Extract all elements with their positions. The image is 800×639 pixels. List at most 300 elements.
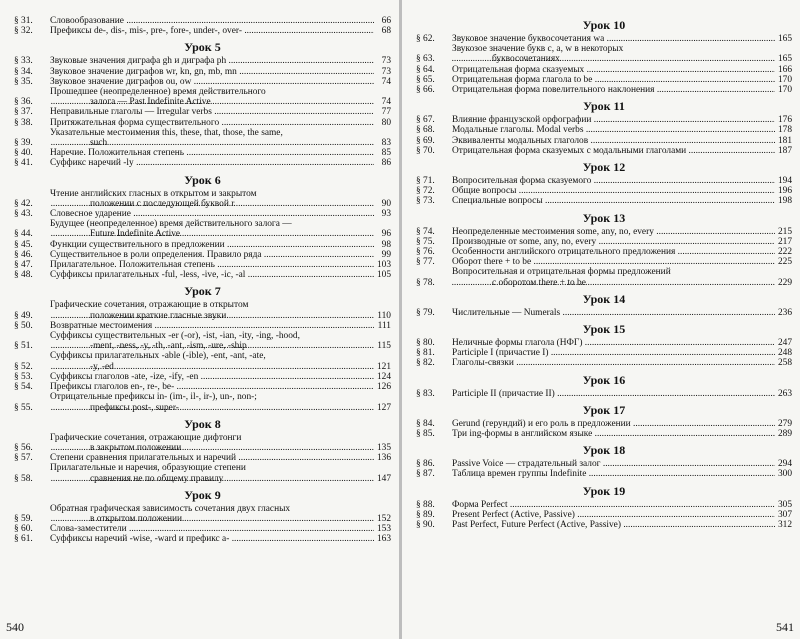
section-number: § 73.	[416, 196, 435, 207]
section-title-line: Слова-заместители	[50, 524, 127, 535]
section-number: § 45.	[14, 239, 33, 250]
lesson-heading: Урок 5	[184, 40, 221, 55]
section-title-line: сравнения не по общему правилу	[90, 473, 224, 484]
toc-entry[interactable]	[416, 247, 792, 257]
left-page	[0, 0, 399, 639]
toc-entry[interactable]	[416, 65, 792, 75]
section-title	[50, 382, 374, 392]
section-page: 294	[777, 459, 792, 470]
toc-entry[interactable]	[416, 176, 792, 186]
section-page: 165	[777, 34, 792, 44]
toc-entry[interactable]	[416, 389, 792, 399]
section-page: 74	[381, 76, 391, 87]
section-title-line: Неправильные глаголы — Irregular verbs	[50, 107, 212, 118]
toc-entry[interactable]	[14, 260, 391, 270]
section-page: 127	[376, 402, 391, 413]
section-number: § 72.	[416, 186, 435, 197]
section-title-line: Gerund (герундий) и его роль в предложении	[452, 418, 631, 429]
section-title-line: Три ing-формы в английском языке	[452, 429, 593, 440]
section-title-line: Специальные вопросы	[452, 196, 543, 207]
section-page: 307	[777, 509, 792, 520]
section-number: § 76.	[416, 247, 435, 258]
toc-entry[interactable]	[14, 392, 391, 412]
section-title	[452, 500, 775, 510]
toc-entry[interactable]	[416, 469, 792, 479]
section-title-line: Притяжательная форма существительного	[50, 117, 220, 128]
section-title	[452, 419, 775, 429]
toc-entry[interactable]	[416, 510, 792, 520]
toc-entry[interactable]	[416, 75, 792, 85]
section-number: § 71.	[416, 176, 435, 187]
section-title	[452, 459, 775, 469]
toc-entry[interactable]	[416, 267, 792, 287]
section-title	[50, 453, 374, 463]
section-title-line: Past Perfect, Future Perfect (Active, Passive)	[452, 520, 621, 531]
section-number: § 78.	[416, 277, 435, 288]
section-title	[452, 348, 775, 358]
section-title	[452, 115, 775, 125]
toc-entry[interactable]	[14, 209, 391, 219]
section-title-line: Словесное ударение	[50, 209, 131, 220]
toc-right	[416, 19, 792, 530]
section-page: 263	[777, 388, 792, 399]
section-title-line: Present Perfect (Active, Passive)	[452, 509, 575, 520]
section-number: § 69.	[416, 135, 435, 146]
toc-entry[interactable]	[416, 429, 792, 439]
lesson-heading: Урок 14	[582, 291, 626, 306]
section-page: 86	[381, 158, 391, 169]
section-title-line: Отрицательная форма повелительного наклонения	[452, 85, 655, 96]
lesson-heading: Урок 6	[184, 172, 221, 187]
section-title	[50, 250, 374, 260]
section-title-line: Отрицательные префиксы in- (im-, il-, ir-), un-, non-;	[50, 392, 257, 403]
section-title	[452, 257, 775, 267]
toc-entry[interactable]	[14, 534, 391, 544]
section-title-line: Прилагательные и наречия, образующие степени	[50, 463, 246, 474]
section-title-line: в закрытом положении	[90, 442, 182, 453]
section-number: § 65.	[416, 74, 435, 85]
section-title	[452, 237, 775, 247]
section-page: 68	[381, 26, 391, 37]
toc-entry[interactable]	[416, 348, 792, 358]
toc-entry[interactable]	[14, 67, 391, 77]
section-page: 312	[777, 520, 792, 531]
section-number: § 66.	[416, 85, 435, 96]
section-page: 258	[777, 358, 792, 369]
section-page: 248	[777, 348, 792, 359]
section-number: § 56.	[14, 442, 33, 453]
section-title	[50, 433, 374, 453]
section-title	[50, 56, 374, 66]
toc-entry[interactable]	[14, 118, 391, 128]
lesson-heading: Урок 16	[582, 372, 626, 387]
section-title-line: Графические сочетания, отражающие в открытом	[50, 300, 249, 311]
section-title	[50, 300, 374, 320]
section-number: § 53.	[14, 371, 33, 382]
section-title-line: Особенности английского отрицательного предложения	[452, 247, 676, 258]
section-number: § 59.	[14, 513, 33, 524]
section-title-line: Функции существительного в предложении	[50, 239, 225, 250]
toc-entry[interactable]	[416, 186, 792, 196]
section-title	[50, 209, 374, 219]
section-title-line: -y, -ed	[90, 361, 114, 372]
section-page: 289	[777, 429, 792, 440]
section-number: § 61.	[14, 534, 33, 545]
section-number: § 57.	[14, 453, 33, 464]
section-title-line: Будущее (неопределенное) время действительного залога —	[50, 219, 292, 230]
toc-entry[interactable]	[416, 237, 792, 247]
section-title-line: положении с последующей буквой r	[90, 198, 235, 209]
section-title-line: Таблица времен группы Indefinite	[452, 469, 587, 480]
toc-entry[interactable]	[14, 504, 391, 524]
section-page: 66	[381, 16, 391, 26]
toc-entry[interactable]	[14, 524, 391, 534]
section-title	[50, 77, 374, 87]
section-page: 135	[376, 442, 391, 453]
toc-entry[interactable]	[416, 227, 792, 237]
toc-entry[interactable]	[14, 382, 391, 392]
section-title	[452, 146, 775, 156]
lesson-heading: Урок 10	[582, 18, 626, 32]
section-number: § 41.	[14, 158, 33, 169]
section-number: § 80.	[416, 338, 435, 349]
section-title	[50, 463, 374, 483]
section-title-line: Суффиксы существительных -er (-or), -ist, -ian, -ity, -ing, -hood,	[50, 331, 300, 342]
section-title	[50, 67, 374, 77]
section-number: § 32.	[14, 26, 33, 37]
toc-entry[interactable]	[14, 56, 391, 66]
section-number: § 51.	[14, 341, 33, 352]
section-title	[50, 372, 374, 382]
section-title-line: Прошедшее (неопределенное) время действительного	[50, 87, 266, 98]
section-title-line: буквосочетаниях	[492, 54, 560, 65]
section-page: 80	[381, 117, 391, 128]
section-page: 165	[777, 54, 792, 65]
section-title-line: префиксы post-, super-	[90, 402, 179, 413]
toc-entry[interactable]	[416, 136, 792, 146]
section-number: § 83.	[416, 388, 435, 399]
section-title	[452, 65, 775, 75]
section-title-line: Общие вопросы	[452, 186, 517, 197]
section-number: § 79.	[416, 307, 435, 318]
section-title-line: Неличные формы глагола (НФГ)	[452, 338, 583, 349]
section-page: 170	[777, 85, 792, 96]
toc-entry[interactable]	[14, 331, 391, 351]
toc-entry[interactable]	[416, 115, 792, 125]
section-title-line: Звуковое значение диграфов ou, ow	[50, 76, 192, 87]
section-title-line: Оборот there + to be	[452, 257, 532, 268]
toc-entry[interactable]	[416, 257, 792, 267]
section-number: § 42.	[14, 198, 33, 209]
section-title-line: Производные от some, any, no, every	[452, 236, 597, 247]
section-page: 225	[777, 257, 792, 268]
section-page: 124	[376, 371, 391, 382]
section-page: 111	[377, 320, 391, 331]
section-number: § 77.	[416, 257, 435, 268]
toc-entry[interactable]	[14, 77, 391, 87]
section-title	[50, 392, 374, 412]
section-title-line: -ment, -ness, -y, -th, -ant, -ism, -ure, -ship	[90, 341, 247, 352]
section-number: § 82.	[416, 358, 435, 369]
lesson-heading: Урок 9	[184, 487, 221, 502]
section-number: § 36.	[14, 97, 33, 108]
section-page: 229	[777, 277, 792, 288]
section-number: § 70.	[416, 145, 435, 156]
section-page: 105	[376, 270, 391, 281]
section-page: 247	[777, 338, 792, 349]
section-page: 166	[777, 64, 792, 75]
toc-entry[interactable]	[14, 372, 391, 382]
section-title	[50, 148, 374, 158]
toc-entry[interactable]	[14, 250, 391, 260]
section-title-line: Суффиксы прилагательных -able (-ible), -ent, -ant, -ate,	[50, 351, 266, 362]
toc-entry[interactable]	[14, 16, 391, 26]
section-number: § 64.	[416, 64, 435, 75]
section-page: 215	[777, 226, 792, 237]
section-number: § 52.	[14, 361, 33, 372]
section-page: 178	[777, 125, 792, 136]
toc-entry[interactable]	[14, 240, 391, 250]
section-number: § 63.	[416, 54, 435, 65]
toc-left	[14, 16, 391, 545]
toc-entry[interactable]	[416, 358, 792, 368]
page-number-right: 541	[776, 620, 794, 634]
section-number: § 49.	[14, 310, 33, 321]
section-title-line: Прилагательное. Положительная степень	[50, 260, 215, 271]
section-title	[452, 44, 775, 64]
section-page: 187	[777, 145, 792, 156]
section-title	[452, 389, 775, 399]
section-title	[452, 267, 775, 287]
section-page: 147	[376, 473, 391, 484]
section-title-line: Словообразование	[50, 16, 124, 26]
section-number: § 87.	[416, 469, 435, 480]
section-page: 152	[376, 513, 391, 524]
section-title-line: Префиксы глаголов en-, re-, be-	[50, 382, 175, 393]
section-title-line: залога — Past Indefinite Active	[90, 97, 211, 108]
section-title	[452, 469, 775, 479]
right-page	[402, 0, 800, 639]
section-title-line: Обратная графическая зависимость сочетания двух гласных	[50, 503, 291, 514]
toc-entry[interactable]	[14, 463, 391, 483]
section-title	[50, 270, 374, 280]
section-page: 96	[381, 229, 391, 240]
section-number: § 48.	[14, 270, 33, 281]
section-title	[452, 510, 775, 520]
section-page: 83	[381, 138, 391, 149]
toc-entry[interactable]	[416, 520, 792, 530]
section-title	[50, 107, 374, 117]
section-page: 126	[376, 382, 391, 393]
section-title	[50, 189, 374, 209]
section-title	[452, 196, 775, 206]
toc-entry[interactable]	[416, 338, 792, 348]
section-title	[50, 331, 374, 351]
section-number: § 31.	[14, 16, 33, 26]
section-title	[50, 128, 374, 148]
section-page: 279	[777, 418, 792, 429]
section-page: 198	[777, 196, 792, 207]
section-title	[50, 158, 374, 168]
section-title-line: Влияние французской орфографии	[452, 115, 592, 126]
section-title-line: Форма Perfect	[452, 499, 508, 510]
section-number: § 47.	[14, 260, 33, 271]
section-page: 194	[777, 176, 792, 187]
section-page: 74	[381, 97, 391, 108]
section-number: § 40.	[14, 148, 33, 159]
lesson-heading: Урок 13	[582, 210, 626, 225]
section-number: § 33.	[14, 56, 33, 67]
lesson-heading: Урок 15	[582, 322, 626, 337]
toc-entry[interactable]	[14, 321, 391, 331]
section-page: 305	[777, 499, 792, 510]
lesson-heading: Урок 8	[184, 416, 221, 431]
section-number: § 62.	[416, 34, 435, 44]
section-title	[452, 136, 775, 146]
toc-entry[interactable]	[14, 107, 391, 117]
lesson-heading: Урок 17	[582, 402, 626, 417]
section-title	[50, 321, 374, 331]
section-title-line: Эквиваленты модальных глаголов	[452, 135, 589, 146]
section-number: § 58.	[14, 473, 33, 484]
toc-entry[interactable]	[14, 270, 391, 280]
section-page: 73	[381, 66, 391, 77]
section-title-line: Возвратные местоимения	[50, 320, 153, 331]
section-page: 93	[381, 209, 391, 220]
section-title-line: Суффиксы наречий -wise, -ward и префикс a-	[50, 534, 230, 545]
section-title-line: с оборотом there + to be	[492, 277, 586, 288]
toc-entry[interactable]	[416, 44, 792, 64]
toc-entry[interactable]	[14, 26, 391, 36]
section-title-line: Префиксы de-, dis-, mis-, pre-, fore-, under-, over-	[50, 26, 242, 37]
section-title-line: в открытом положении	[90, 513, 183, 524]
section-number: § 68.	[416, 125, 435, 136]
section-title-line: Future Indefinite Active	[90, 229, 181, 240]
page-number-left: 540	[6, 620, 24, 634]
section-page: 90	[381, 198, 391, 209]
section-title-line: Указательные местоимения this, these, that, those, the same,	[50, 127, 283, 138]
toc-entry[interactable]	[416, 308, 792, 318]
section-title	[452, 308, 775, 318]
toc-entry[interactable]	[14, 300, 391, 320]
section-page: 110	[377, 310, 391, 321]
toc-entry[interactable]	[14, 219, 391, 239]
toc-entry[interactable]	[14, 351, 391, 371]
section-title-line: Отрицательная форма глагола to be	[452, 74, 593, 85]
toc-entry[interactable]	[416, 146, 792, 156]
section-page: 163	[376, 534, 391, 545]
section-number: § 43.	[14, 209, 33, 220]
section-title-line: Наречие. Положительная степень	[50, 148, 185, 159]
section-title	[50, 534, 374, 544]
section-page: 222	[777, 247, 792, 258]
section-title	[452, 338, 775, 348]
toc-entry[interactable]	[14, 128, 391, 148]
section-number: § 37.	[14, 107, 33, 118]
section-title-line: Вопросительная и отрицательная формы предложений	[452, 267, 671, 278]
toc-entry[interactable]	[416, 34, 792, 44]
section-page: 73	[381, 56, 391, 67]
toc-entry[interactable]	[14, 158, 391, 168]
section-page: 217	[777, 236, 792, 247]
section-number: § 44.	[14, 229, 33, 240]
lesson-heading: Урок 19	[582, 483, 626, 498]
section-number: § 55.	[14, 402, 33, 413]
section-title	[452, 85, 775, 95]
section-title-line: Звуковое значение буквосочетания wa	[452, 34, 605, 44]
section-title	[452, 34, 775, 44]
section-title-line: Participle I (причастие I)	[452, 348, 549, 359]
section-title	[452, 247, 775, 257]
toc-entry[interactable]	[416, 196, 792, 206]
section-title	[452, 75, 775, 85]
toc-entry[interactable]	[416, 125, 792, 135]
section-title-line: Графические сочетания, отражающие дифтонги	[50, 432, 242, 443]
toc-entry[interactable]	[416, 419, 792, 429]
section-number: § 35.	[14, 76, 33, 87]
toc-entry[interactable]	[14, 189, 391, 209]
section-page: 176	[777, 115, 792, 126]
toc-entry[interactable]	[14, 433, 391, 453]
section-title-line: Суффиксы прилагательных -ful, -less, -ive, -ic, -al	[50, 270, 246, 281]
section-number: § 75.	[416, 236, 435, 247]
toc-entry[interactable]	[14, 148, 391, 158]
section-number: § 60.	[14, 524, 33, 535]
section-number: § 74.	[416, 226, 435, 237]
toc-entry[interactable]	[416, 500, 792, 510]
section-number: § 46.	[14, 249, 33, 260]
section-title	[452, 227, 775, 237]
toc-entry[interactable]	[14, 87, 391, 107]
section-page: 77	[381, 107, 391, 118]
section-page: 85	[381, 148, 391, 159]
section-title	[452, 125, 775, 135]
section-title	[452, 429, 775, 439]
section-title	[50, 16, 374, 26]
section-title-line: Participle II (причастие II)	[452, 388, 555, 399]
section-page: 99	[381, 249, 391, 260]
section-title	[50, 87, 374, 107]
toc-entry[interactable]	[416, 85, 792, 95]
section-title-line: Звуковые значения диграфа gh и диграфа ph	[50, 56, 227, 67]
section-title	[50, 524, 374, 534]
section-title-line: Суффиксы глаголов -ate, -ize, -ify, -en	[50, 371, 199, 382]
section-title-line: Вопросительная форма сказуемого	[452, 176, 592, 187]
section-number: § 88.	[416, 499, 435, 510]
section-title-line: Звукозое значение букв с, а, w в некоторых	[452, 44, 624, 55]
section-number: § 90.	[416, 520, 435, 531]
section-page: 98	[381, 239, 391, 250]
section-title-line: Модальные глаголы. Modal verbs	[452, 125, 584, 136]
section-page: 153	[376, 524, 391, 535]
section-page: 196	[777, 186, 792, 197]
section-title-line: Отрицательная форма сказуемых с модальными глаголами	[452, 145, 687, 156]
lesson-heading: Урок 12	[582, 160, 626, 175]
section-number: § 34.	[14, 66, 33, 77]
section-title-line: Числительные — Numerals	[452, 307, 561, 318]
lesson-heading: Урок 11	[583, 99, 625, 114]
section-title	[50, 504, 374, 524]
section-title	[50, 219, 374, 239]
section-title	[452, 520, 775, 530]
toc-entry[interactable]	[14, 453, 391, 463]
section-page: 181	[777, 135, 792, 146]
toc-entry[interactable]	[416, 459, 792, 469]
section-title	[50, 26, 374, 36]
section-page: 170	[777, 74, 792, 85]
section-number: § 38.	[14, 117, 33, 128]
section-title-line: Passive Voice — страдательный залог	[452, 459, 601, 470]
